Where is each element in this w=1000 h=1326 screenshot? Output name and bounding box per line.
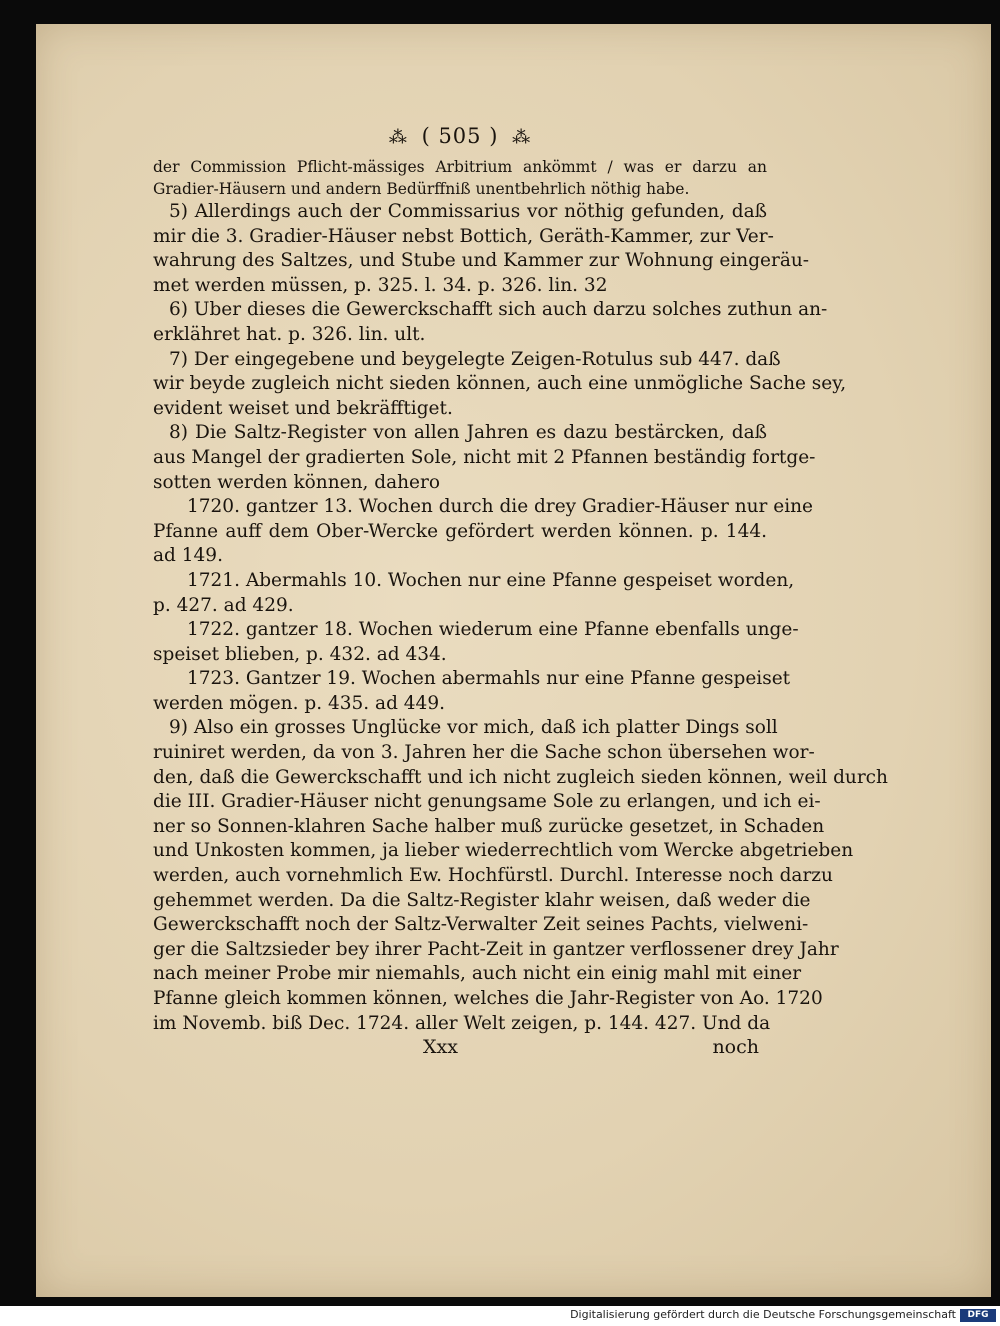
text-line: gehemmet werden. Da die Saltz-Register klahr weisen, daß weder die [153,889,811,911]
text-line: Pfanne gleich kommen können, welches die Jahr-Register von Ao. 1720 [153,988,823,1009]
text-line: 5) Allerdings auch der Commissarius vor nöthig gefunden, daß [169,201,767,222]
dfg-logo: DFG [960,1309,996,1322]
text-line: ner so Sonnen-klahren Sache halber muß zurücke gesetzet, in Schaden [153,815,825,837]
text-line: Pfanne auff dem Ober-Wercke gefördert werden können. p. 144. [153,520,767,542]
text-line: 1720. gantzer 13. Wochen durch die drey Gradier-Häuser nur eine [187,496,813,518]
text-line: p. 427. ad 429. [153,594,294,616]
text-line: 6) Uber dieses die Gewerckschafft sich auch darzu solches zuthun an- [169,299,828,321]
text-line: 1721. Abermahls 10. Wochen nur eine Pfanne gespeiset worden, [187,569,795,591]
text-line: ad 149. [153,545,223,567]
ornament-left: ⁂ [388,127,408,148]
digitization-credit: Digitalisierung gefördert durch die Deutsche Forschungsgemeinschaft [570,1308,956,1321]
catchword: noch [712,1036,759,1059]
text-line: 7) Der eingegebene und beygelegte Zeigen-Rotulus sub 447. daß [169,348,781,370]
text-line: 9) Also ein grosses Unglücke vor mich, daß ich platter Dings soll [169,717,778,739]
document-page [36,24,991,1297]
text-line: werden, auch vornehmlich Ew. Hochfürstl. Durchl. Interesse noch darzu [153,865,833,887]
text-line: der Commission Pflicht-mässiges Arbitrium ankömmt / was er darzu an [153,158,767,176]
signature-mark: Xxx [423,1036,458,1059]
page-header [153,124,767,150]
text-line: mir die 3. Gradier-Häuser nebst Bottich, Geräth-Kammer, zur Ver- [153,225,774,247]
page-number: ( 505 ) [421,124,499,148]
text-line: 1723. Gantzer 19. Wochen abermahls nur eine Pfanne gespeiset [187,668,791,690]
text-line: met werden müssen, p. 325. l. 34. p. 326. lin. 32 [153,274,608,296]
text-line: wir beyde zugleich nicht sieden können, auch eine unmögliche Sache sey, [153,373,847,395]
text-line: ger die Saltzsieder bey ihrer Pacht-Zeit in gantzer verflossener drey Jahr [153,938,839,960]
text-line: sotten werden können, dahero [153,471,440,493]
text-line: Gradier-Häusern und andern Bedürffniß unentbehrlich nöthig habe. [153,180,690,198]
text-line: die III. Gradier-Häuser nicht genungsame Sole zu erlangen, und ich ei- [153,791,821,813]
text-line: evident weiset und bekräfftiget. [153,397,453,419]
page-text-block [153,124,888,1062]
text-line: aus Mangel der gradierten Sole, nicht mit 2 Pfannen beständig fortge- [153,446,816,468]
text-line: wahrung des Saltzes, und Stube und Kammer zur Wohnung eingeräu- [153,250,810,272]
text-line: Gewerckschafft noch der Saltz-Verwalter Zeit seines Pachts, vielweni- [153,914,809,936]
page-footer-row [153,1036,767,1062]
text-line: im Novemb. biß Dec. 1724. aller Welt zeigen, p. 144. 427. Und da [153,1012,771,1034]
ornament-right: ⁂ [512,127,532,148]
text-line: 8) Die Saltz-Register von allen Jahren es dazu bestärcken, daß [169,422,767,444]
text-line: werden mögen. p. 435. ad 449. [153,692,445,714]
credit-bar [0,1306,1000,1326]
text-line: 1722. gantzer 18. Wochen wiederum eine Pfanne ebenfalls unge- [187,619,799,641]
text-line: ruiniret werden, da von 3. Jahren her die Sache schon übersehen wor- [153,742,815,764]
text-line: nach meiner Probe mir niemahls, auch nicht ein einig mahl mit einer [153,963,802,985]
text-line: speiset blieben, p. 432. ad 434. [153,643,447,665]
text-line: und Unkosten kommen, ja lieber wiederrechtlich vom Wercke abgetrieben [153,840,854,862]
text-line: den, daß die Gewerckschafft und ich nicht zugleich sieden können, weil durch [153,766,888,788]
text-line: erklähret hat. p. 326. lin. ult. [153,323,426,345]
